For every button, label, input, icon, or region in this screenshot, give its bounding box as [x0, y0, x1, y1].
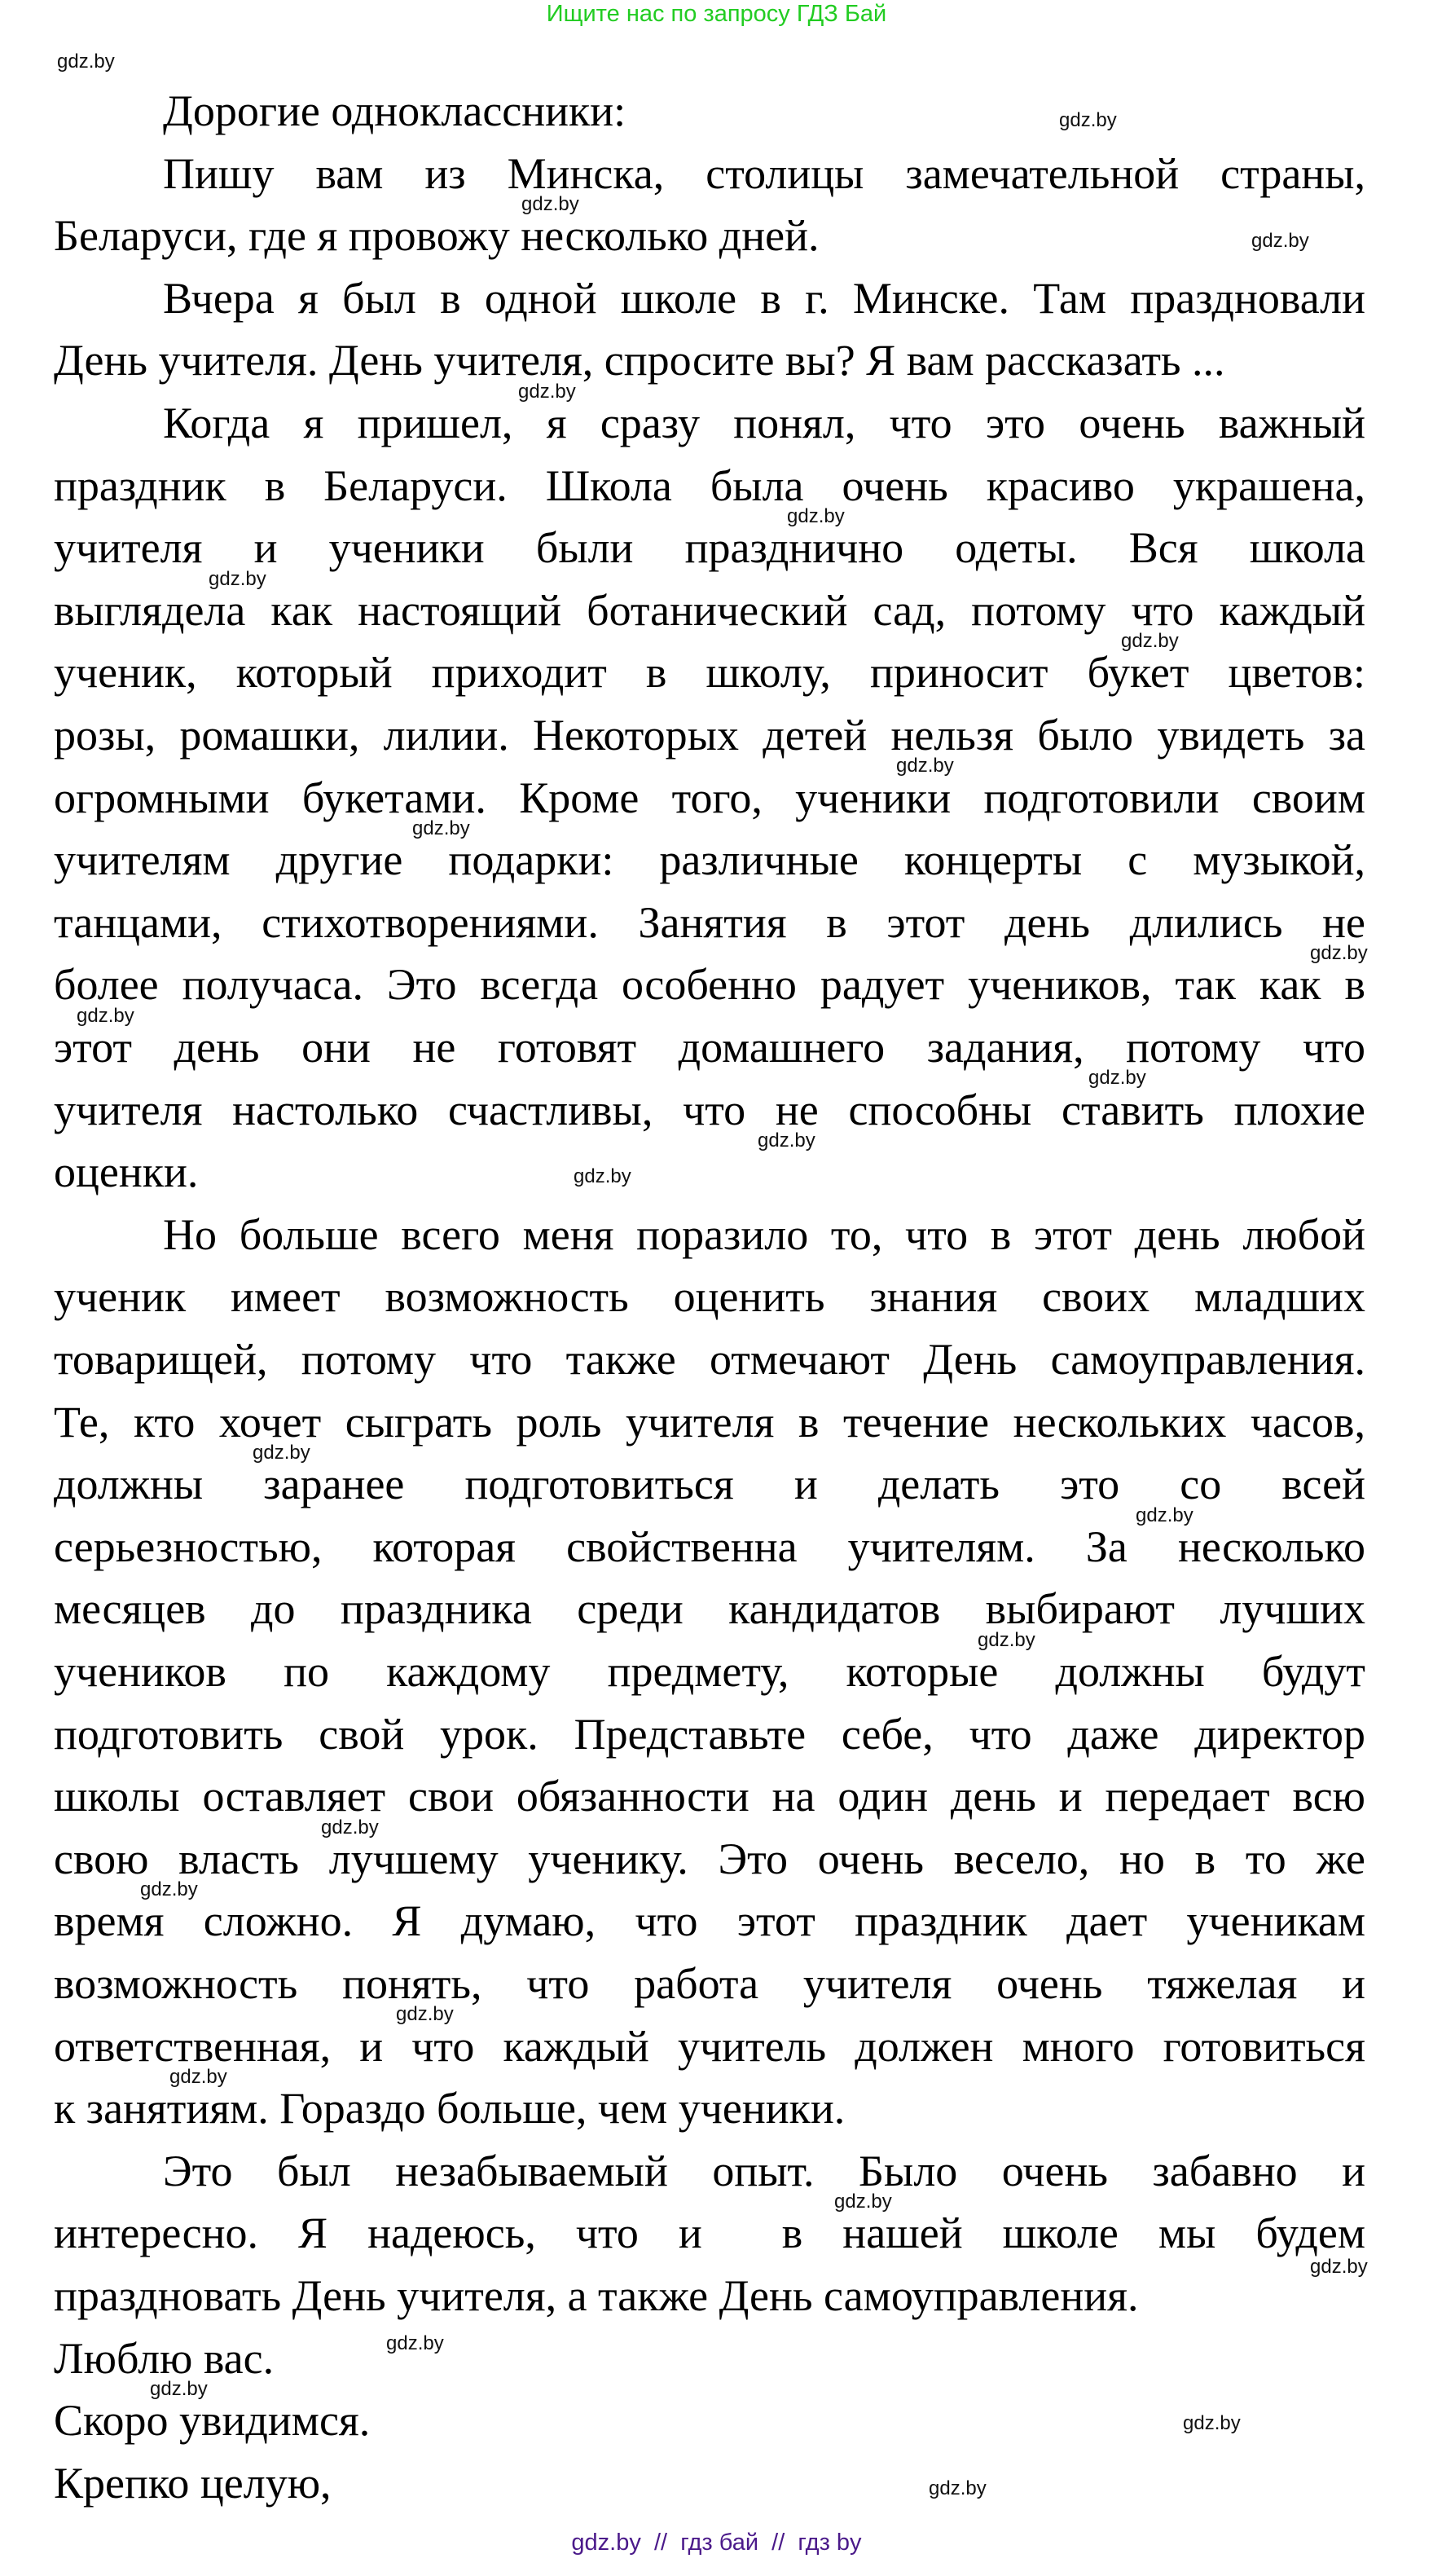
text-line: ученик имеет возможность оценить знания своих младших — [54, 1272, 1365, 1322]
text-line: ученик, который приходит в школу, приносит букет цветов: — [54, 648, 1365, 698]
text-line: Когда я пришел, я сразу понял, что это очень важный — [163, 399, 1365, 447]
watermark-text: gdz.by — [1136, 1504, 1193, 1526]
text-line: Пишу вам из Минска, столицы замечательной страны, — [163, 148, 1365, 198]
watermark-text: gdz.by — [929, 2477, 987, 2499]
text-line: Это был незабываемый опыт. Было очень забавно и — [163, 2146, 1365, 2195]
text-line: выглядела как настоящий ботанический сад, потому что каждый — [54, 585, 1365, 635]
watermark-text: gdz.by — [396, 2003, 454, 2026]
text-line: учителя и ученики были празднично одеты. Вся школа — [54, 523, 1365, 573]
footer-banner: gdz.by // гдз бай // гдз by — [571, 2530, 862, 2556]
text-line: ответственная, и что каждый учитель должен много готовиться — [54, 2021, 1365, 2071]
watermark-text: gdz.by — [518, 380, 576, 403]
text-line: должны заранее подготовиться и делать это со всей — [54, 1460, 1365, 1509]
watermark-text: gdz.by — [1310, 2256, 1368, 2278]
watermark-text: gdz.by — [896, 755, 954, 777]
text-line: более получаса. Это всегда особенно радует учеников, так как в — [54, 960, 1365, 1010]
text-line: свою власть лучшему ученику. Это очень весело, но в то же — [54, 1834, 1365, 1883]
watermark-text: gdz.by — [412, 817, 470, 839]
text-line: время сложно. Я думаю, что этот праздник дает ученикам — [54, 1896, 1365, 1946]
watermark-text: gdz.by — [321, 1816, 379, 1838]
header-banner: Ищите нас по запросу ГДЗ Бай — [546, 1, 887, 27]
text-line: Те, кто хочет сыграть роль учителя в течение нескольких часов, — [54, 1397, 1365, 1447]
watermark-text: gdz.by — [209, 567, 266, 590]
watermark-text: gdz.by — [1121, 630, 1179, 653]
text-line: Люблю вас. — [54, 2333, 275, 2383]
watermark-text: gdz.by — [978, 1628, 1035, 1651]
text-line: товарищей, потому что также отмечают День самоуправления. — [54, 1335, 1365, 1384]
watermark-text: gdz.by — [1251, 230, 1309, 252]
watermark-text: gdz.by — [1183, 2412, 1241, 2434]
watermark-text: gdz.by — [521, 192, 579, 215]
text-line: интересно. Я надеюсь, что и в нашей школе мы будем — [54, 2208, 1365, 2258]
text-line: праздник в Беларуси. Школа была очень красиво украшена, — [54, 460, 1365, 510]
text-line: танцами, стихотворениями. Занятия в этот день длились не — [54, 897, 1365, 947]
watermark-text: gdz.by — [150, 2377, 208, 2400]
text-line: учителя настолько счастливы, что не способны ставить плохие — [54, 1085, 1365, 1134]
text-line: Но больше всего меня поразило то, что в этот день любой — [163, 1209, 1365, 1259]
watermark-text: gdz.by — [253, 1441, 310, 1464]
text-line: Скоро увидимся. — [54, 2396, 371, 2446]
text-line: месяцев до праздника среди кандидатов выбирают лучших — [54, 1584, 1365, 1634]
text-line: День учителя. День учителя, спросите вы? Я вам рассказать ... — [54, 336, 1225, 385]
text-line: подготовить свой урок. Представьте себе, что даже директор — [54, 1709, 1365, 1759]
text-line: к занятиям. Гораздо больше, чем ученики. — [54, 2084, 846, 2133]
text-line: Дорогие одноклассники: — [163, 86, 626, 135]
watermark-text: gdz.by — [787, 504, 845, 527]
text-line: возможность понять, что работа учителя очень тяжелая и — [54, 1959, 1365, 2008]
text-line: праздновать День учителя, а также День самоуправления. — [54, 2271, 1139, 2320]
watermark-text: gdz.by — [1088, 1067, 1146, 1090]
text-line: учеников по каждому предмету, которые должны будут — [54, 1647, 1365, 1696]
watermark-text: gdz.by — [1059, 109, 1117, 131]
text-line: розы, ромашки, лилии. Некоторых детей нельзя было увидеть за — [54, 711, 1365, 760]
watermark-text: gdz.by — [57, 51, 115, 73]
text-line: Крепко целую, — [54, 2458, 332, 2508]
watermark-text: gdz.by — [758, 1129, 815, 1151]
text-line: Вчера я был в одной школе в г. Минске. Там праздновали — [163, 273, 1365, 323]
watermark-text: gdz.by — [140, 1878, 198, 1901]
watermark-text: gdz.by — [77, 1004, 134, 1027]
text-line: Беларуси, где я провожу несколько дней. — [54, 211, 820, 261]
watermark-text: gdz.by — [574, 1165, 631, 1187]
text-line: серьезностью, которая свойственна учителям. За несколько — [54, 1521, 1365, 1571]
watermark-text: gdz.by — [169, 2065, 227, 2088]
text-line: школы оставляет свои обязанности на один день и передает всю — [54, 1772, 1365, 1821]
text-line: учителям другие подарки: различные концерты с музыкой, — [54, 835, 1365, 885]
watermark-text: gdz.by — [834, 2191, 892, 2213]
text-line: огромными букетами. Кроме того, ученики подготовили своим — [54, 773, 1365, 822]
watermark-text: gdz.by — [386, 2332, 444, 2354]
watermark-text: gdz.by — [1310, 942, 1368, 965]
text-line: этот день они не готовят домашнего задания, потому что — [54, 1023, 1365, 1072]
text-line: оценки. — [54, 1147, 199, 1197]
